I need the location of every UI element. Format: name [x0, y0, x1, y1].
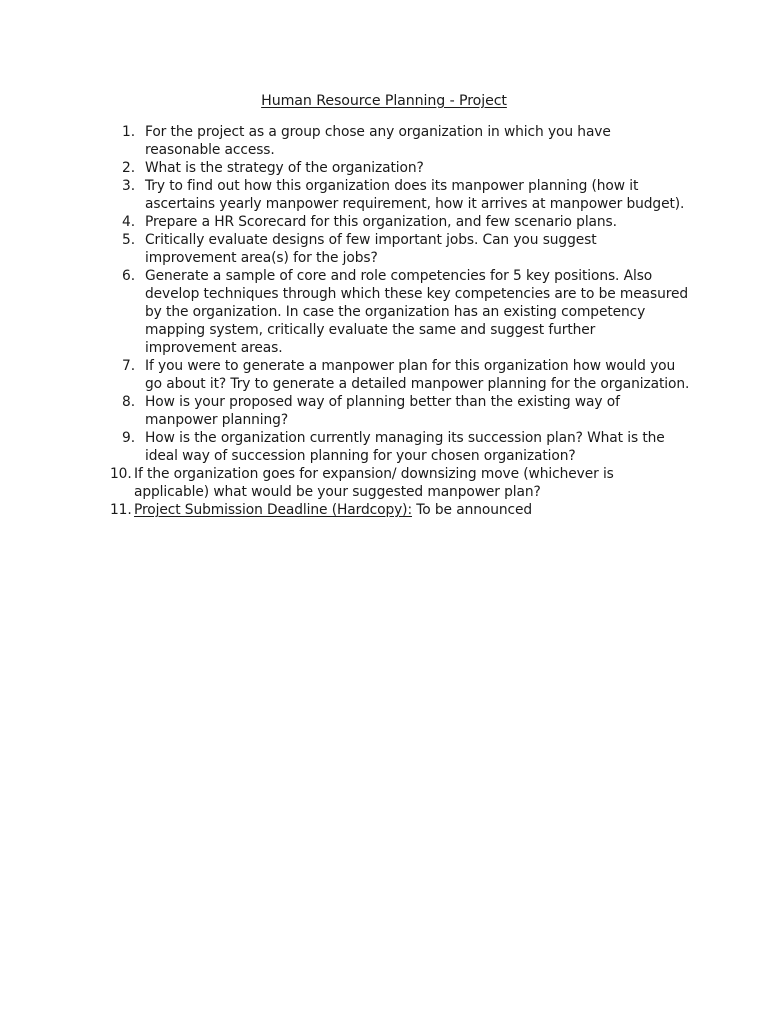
list-item: [110, 393, 690, 429]
list-item: [110, 231, 690, 267]
item-number: 11.: [110, 502, 132, 518]
item-text: If the organization goes for expansion/ downsizing move (whichever is applicable) what would be your suggested manpower plan?: [134, 466, 614, 500]
list-item: [110, 123, 690, 159]
item-number: 2.: [122, 160, 135, 176]
item-text: How is the organization currently managing its succession plan? What is the ideal way of succession planning for your chosen organization?: [145, 430, 665, 464]
item-number: 9.: [122, 430, 135, 446]
item-text: What is the strategy of the organization?: [145, 160, 424, 176]
list-item: [110, 177, 690, 213]
item-text: Critically evaluate designs of few important jobs. Can you suggest improvement area(s) for the jobs?: [145, 232, 597, 266]
deadline-label: Project Submission Deadline (Hardcopy):: [134, 502, 412, 518]
item-number: 6.: [122, 268, 135, 284]
item-text: Try to find out how this organization does its manpower planning (how it ascertains yearly manpower requirement, how it arrives at manpower budget).: [145, 178, 685, 212]
item-number: 3.: [122, 178, 135, 194]
item-number: 8.: [122, 394, 135, 410]
question-list: [110, 123, 690, 519]
document-title: Human Resource Planning - Project: [261, 93, 507, 109]
item-text: Prepare a HR Scorecard for this organization, and few scenario plans.: [145, 214, 617, 230]
list-item: [110, 429, 690, 465]
item-text: For the project as a group chose any organization in which you have reasonable access.: [145, 124, 611, 158]
list-item: [110, 267, 690, 357]
item-number: 4.: [122, 214, 135, 230]
item-text: Generate a sample of core and role competencies for 5 key positions. Also develop techniques through which these key competencies are to be measured by the organization. In case the organization has an existing competency mapping system, critically evaluate the same and suggest further improvement areas.: [145, 268, 689, 356]
item-text: If you were to generate a manpower plan for this organization how would you go about it? Try to generate a detailed manpower planning for the organization.: [145, 358, 690, 392]
item-text: How is your proposed way of planning better than the existing way of manpower planning?: [145, 394, 620, 428]
list-item: [110, 159, 690, 177]
item-number: 7.: [122, 358, 135, 374]
list-item: [110, 465, 690, 501]
item-number: 10.: [110, 466, 132, 482]
list-item: [110, 357, 690, 393]
item-text-wrapper: [134, 501, 690, 519]
deadline-value: To be announced: [412, 502, 533, 518]
list-item: [110, 501, 690, 519]
item-number: 5.: [122, 232, 135, 248]
list-item: [110, 213, 690, 231]
item-number: 1.: [122, 124, 135, 140]
